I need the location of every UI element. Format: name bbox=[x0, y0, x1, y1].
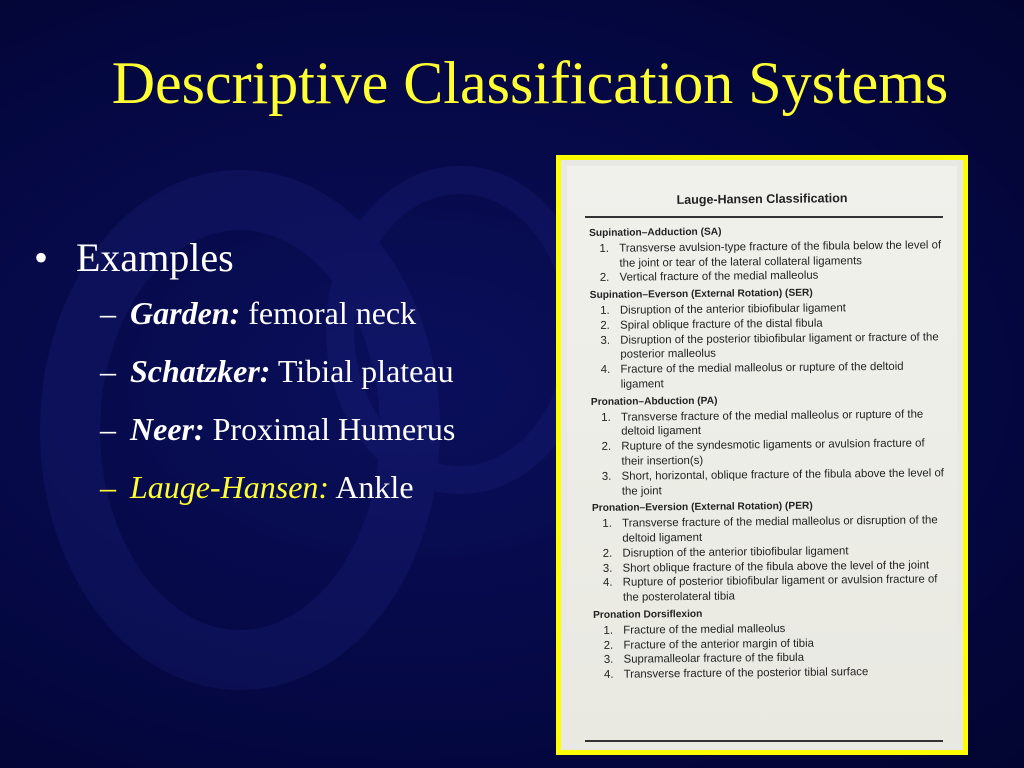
bullet-list bbox=[34, 232, 554, 516]
item-number: 1. bbox=[602, 517, 612, 531]
item-number: 3. bbox=[601, 470, 612, 483]
sub-bullet-neer: – Neer: Proximal Humerus bbox=[100, 411, 456, 447]
item-text: Disruption of the anterior tibiofibular ligament bbox=[622, 545, 849, 560]
item-number: 4. bbox=[603, 668, 614, 681]
list-item bbox=[589, 238, 945, 271]
term-schatzker: Schatzker: bbox=[130, 353, 271, 389]
slide-title: Descriptive Classification Systems bbox=[111, 50, 949, 116]
desc-garden: femoral neck bbox=[248, 295, 417, 331]
list-item bbox=[593, 573, 949, 606]
sub-bullet-schatzker: – Schatzker: Tibial plateau bbox=[100, 353, 454, 389]
item-number: 1. bbox=[601, 411, 611, 424]
item-text: Disruption of the posterior tibiofibular ligament or fracture of the posterior malleolus bbox=[620, 330, 939, 362]
item-text: Spiral oblique fracture of the distal fibula bbox=[620, 317, 823, 332]
classification-list bbox=[589, 220, 950, 683]
section-heading: Supination–Everson (External Rotation) (SER) bbox=[589, 287, 813, 302]
item-text: Fracture of the medial malleolus or rupture of the deltoid ligament bbox=[620, 360, 904, 391]
term-neer: Neer: bbox=[130, 411, 205, 447]
desc-schatzker: Tibial plateau bbox=[277, 353, 454, 389]
list-item bbox=[590, 359, 946, 392]
list-item bbox=[591, 436, 947, 469]
sub-bullet-garden: – Garden: femoral neck bbox=[100, 295, 417, 331]
term-lauge-hansen: Lauge-Hansen: bbox=[130, 469, 330, 505]
list-item bbox=[590, 330, 946, 363]
item-number: 2. bbox=[599, 272, 610, 285]
item-number: 2. bbox=[603, 639, 614, 652]
item-text: Transverse fracture of the posterior tibial surface bbox=[623, 666, 869, 681]
section-heading: Supination–Adduction (SA) bbox=[589, 226, 722, 239]
item-text: Short, horizontal, oblique fracture of the fibula above the level of the joint bbox=[621, 467, 945, 498]
item-number: 3. bbox=[603, 654, 614, 667]
item-text: Transverse avulsion-type fracture of the fibula below the level of the joint or tear of the lateral collateral ligaments bbox=[619, 239, 942, 270]
list-item bbox=[592, 466, 948, 499]
bottom-rule bbox=[585, 740, 943, 742]
item-number: 4. bbox=[602, 577, 613, 590]
item-number: 4. bbox=[600, 363, 611, 377]
list-item bbox=[594, 664, 950, 683]
item-number: 1. bbox=[599, 242, 610, 255]
bullet-dot: • bbox=[34, 235, 49, 280]
item-text: Vertical fracture of the medial malleolus bbox=[619, 269, 819, 285]
item-number: 2. bbox=[600, 319, 610, 332]
scanned-table bbox=[567, 166, 957, 744]
item-text: Fracture of the anterior margin of tibia bbox=[623, 637, 815, 652]
figure-title: Lauge-Hansen Classification bbox=[676, 191, 848, 207]
desc-lauge-hansen: Ankle bbox=[335, 469, 414, 505]
item-text: Disruption of the anterior tibiofibular ligament bbox=[619, 302, 847, 317]
bullet-examples-label: Examples bbox=[76, 235, 234, 280]
item-text: Rupture of posterior tibiofibular ligament or avulsion fracture of the posterolateral tibia bbox=[622, 573, 938, 604]
top-rule bbox=[585, 216, 943, 218]
item-number: 3. bbox=[600, 334, 611, 347]
desc-neer: Proximal Humerus bbox=[212, 411, 456, 447]
section-heading: Pronation–Eversion (External Rotation) (PER) bbox=[591, 501, 813, 515]
term-garden: Garden: bbox=[130, 295, 241, 331]
item-number: 1. bbox=[600, 304, 610, 317]
item-text: Transverse fracture of the medial malleolus or disruption of the deltoid ligament bbox=[622, 514, 938, 545]
bullet-examples bbox=[34, 232, 554, 284]
item-text: Short oblique fracture of the fibula above the level of the joint bbox=[622, 558, 930, 575]
list-item bbox=[589, 268, 945, 287]
item-number: 3. bbox=[602, 562, 613, 575]
section-heading: Pronation Dorsiflexion bbox=[593, 608, 703, 621]
item-number: 1. bbox=[603, 624, 614, 637]
item-number: 2. bbox=[601, 440, 612, 454]
list-item bbox=[591, 407, 947, 440]
item-text: Rupture of the syndesmotic ligaments or avulsion fracture of their insertion(s) bbox=[621, 437, 925, 468]
item-text: Supramalleolar fracture of the fibula bbox=[623, 652, 805, 666]
item-text: Fracture of the medial malleolus bbox=[623, 622, 786, 637]
item-number: 2. bbox=[602, 547, 613, 560]
section-heading: Pronation–Abduction (PA) bbox=[590, 395, 718, 408]
item-text: Transverse fracture of the medial malleolus or rupture of the deltoid ligament bbox=[620, 408, 924, 439]
sub-bullet-lauge-hansen: – Lauge-Hansen: Ankle bbox=[100, 469, 414, 505]
lauge-hansen-figure bbox=[556, 155, 968, 755]
list-item bbox=[592, 513, 948, 546]
